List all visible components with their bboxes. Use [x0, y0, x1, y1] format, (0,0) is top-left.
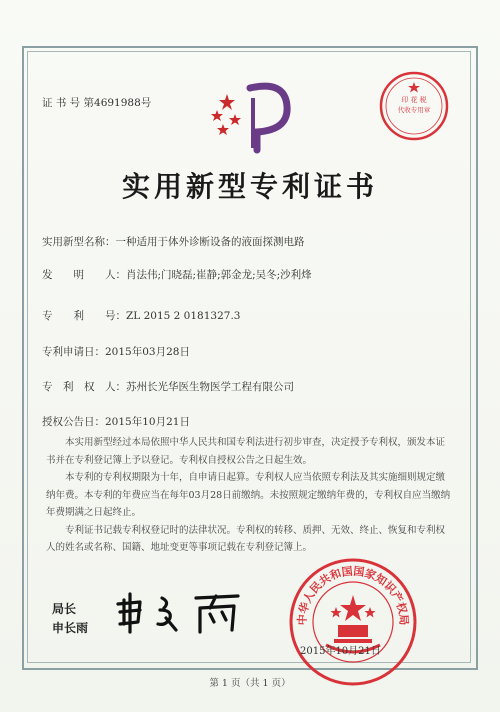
field-application-date — [42, 344, 190, 359]
field-value: 苏州长光华医生物医学工程有限公司 — [126, 381, 294, 393]
field-label: 专 利 权 人： — [42, 381, 126, 393]
field-utility-model-name — [42, 234, 305, 249]
field-value: 2015年10月21日 — [105, 416, 190, 428]
paragraph: 本实用新型经过本局依照中华人民共和国专利法进行初步审查，决定授予专利权，颁发本证书并在专利登记簿上予以登记。专利权自授权公告之日起生效。 — [46, 437, 446, 466]
field-value: ZL 2015 2 0181327.3 — [126, 310, 241, 322]
field-patent-number — [42, 308, 240, 323]
issue-date: 2015年10月21日 — [300, 646, 381, 657]
svg-text:中华人民共和国国家知识产权局: 中华人民共和国国家知识产权局 — [295, 564, 411, 626]
field-value: 肖法伟;门晓磊;崔静;郭金龙;吴冬;沙利烽 — [126, 269, 312, 281]
field-label: 实用新型名称： — [42, 236, 116, 248]
sipo-logo-icon — [205, 70, 305, 160]
page-number: 第 1 页（共 1 页） — [209, 678, 291, 689]
certificate-title: 实用新型专利证书 — [121, 170, 378, 203]
field-label: 专 利 号： — [42, 310, 126, 322]
svg-text:印 花 税: 印 花 税 — [401, 96, 427, 104]
field-label: 发 明 人： — [42, 269, 126, 281]
director-signature — [110, 588, 250, 636]
field-inventors — [42, 267, 312, 282]
certificate-body — [46, 434, 454, 557]
director-title: 局长 — [52, 602, 77, 616]
director-name: 申长雨 — [52, 621, 89, 635]
field-value: 一种适用于体外诊断设备的液面探测电路 — [115, 236, 305, 248]
field-label: 授权公告日： — [42, 416, 105, 428]
certificate-number: 证 书 号 第4691988号 — [42, 97, 152, 109]
national-emblem-seal-icon — [286, 555, 420, 689]
field-value: 2015年03月28日 — [105, 346, 190, 358]
field-label: 专利申请日： — [42, 346, 105, 358]
paragraph: 专利证书记载专利权登记时的法律状况。专利权的转移、质押、无效、终止、恢复和专利权人的姓名或名称、国籍、地址变更等事项记载在专利登记簿上。 — [46, 524, 446, 553]
paragraph: 本专利的专利权期限为十年，自申请日起算。专利权人应当依照专利法及其实施细则规定缴纳年费。本专利的年费应当在每年03月28日前缴纳。未按照规定缴纳年费的，专利权自应当缴纳年费期满之日起终止。 — [46, 472, 451, 518]
field-patentee — [42, 379, 294, 394]
stamp-tax-seal-icon — [378, 70, 450, 142]
field-grant-date — [42, 414, 190, 429]
svg-text:代收专用章: 代收专用章 — [397, 106, 431, 114]
